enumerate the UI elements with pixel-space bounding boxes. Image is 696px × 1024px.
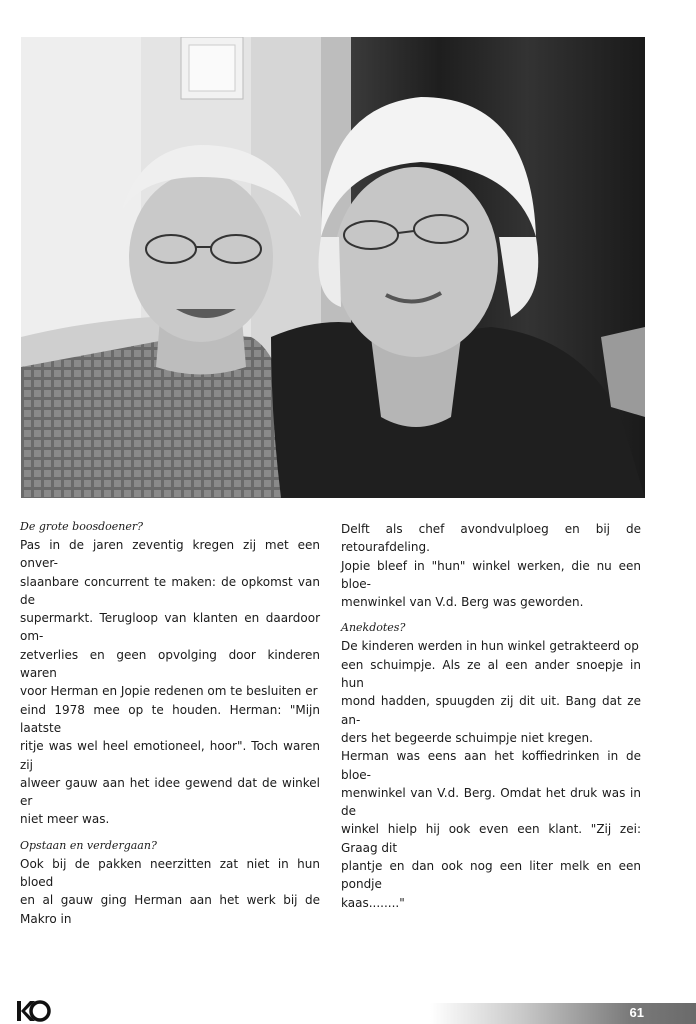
- paragraph-line: Ook bij de pakken neerzitten zat niet in hun bloed: [20, 856, 320, 890]
- paragraph-line: een schuimpje. Als ze al een ander snoepje in hun: [341, 657, 641, 691]
- paragraph-line: niet meer was.: [20, 812, 110, 827]
- paragraph-line: ritje was wel heel emotioneel, hoor". Toch waren zij: [20, 739, 320, 772]
- right-column: [341, 520, 641, 912]
- section-heading: Anekdotes?: [341, 621, 406, 635]
- paragraph-line: Pas in de jaren zeventig kregen zij met een onver-: [20, 538, 320, 571]
- section-heading: Opstaan en verdergaan?: [20, 838, 157, 852]
- section-heading: De grote boosdoener?: [20, 520, 144, 533]
- paragraph-line: voor Herman en Jopie redenen om te besluiten er: [20, 684, 318, 699]
- paragraph-line: eind 1978 mee op te houden. Herman: "Mijn laatste: [20, 702, 320, 735]
- paragraph-line: menwinkel van V.d. Berg. Omdat het druk was in de: [341, 785, 641, 819]
- paragraph-line: kaas........": [341, 895, 405, 910]
- left-column: [20, 518, 320, 928]
- photo-couple: [21, 37, 645, 498]
- paragraph-line: en al gauw ging Herman aan het werk bij de Makro in: [20, 893, 320, 926]
- paragraph-line: Herman was eens aan het koffiedrinken in de bloe-: [341, 749, 641, 782]
- paragraph-line: plantje en dan ook nog een liter melk en een pondje: [341, 859, 641, 892]
- paragraph-line: mond hadden, spuugden zij dit uit. Bang dat ze an-: [341, 694, 641, 727]
- footer-bar: [430, 1003, 696, 1024]
- paragraph-line: slaanbare concurrent te maken: de opkomst van de: [20, 574, 320, 607]
- paragraph-line: ders het begeerde schuimpje niet kregen.: [341, 730, 593, 745]
- paragraph-line: menwinkel van V.d. Berg was geworden.: [341, 595, 584, 610]
- paragraph-line: alweer gauw aan het idee gewend dat de winkel er: [20, 775, 320, 809]
- photo-couple-icon: [21, 37, 645, 498]
- paragraph-line: zetverlies en geen opvolging door kinderen waren: [20, 647, 320, 681]
- paragraph-line: supermarkt. Terugloop van klanten en daardoor om-: [20, 611, 320, 644]
- paragraph-line: De kinderen werden in hun winkel getrakteerd op: [341, 639, 639, 654]
- page-number: 61: [629, 1005, 644, 1020]
- paragraph-line: Delft als chef avondvulploeg en bij de retourafdeling.: [341, 522, 641, 555]
- ko-logo-icon: [16, 998, 52, 1024]
- paragraph-line: winkel hielp hij ook even een klant. "Zij zei: Graag dit: [341, 822, 641, 855]
- paragraph-line: Jopie bleef in "hun" winkel werken, die nu een bloe-: [341, 558, 641, 591]
